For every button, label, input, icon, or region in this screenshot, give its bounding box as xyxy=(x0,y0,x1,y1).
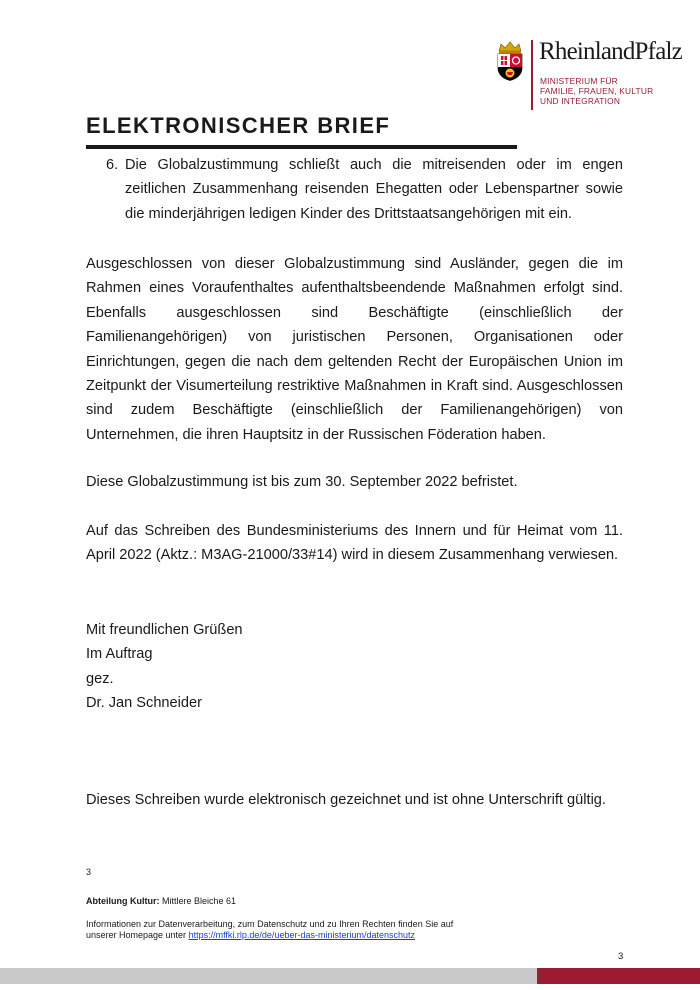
department-label: Abteilung Kultur: xyxy=(86,896,160,906)
list-item-number: 6. xyxy=(106,157,119,173)
document-title: ELEKTRONISCHER BRIEF xyxy=(86,113,391,138)
list-item xyxy=(86,153,623,226)
by-order-line: Im Auftrag xyxy=(86,646,153,663)
department-street: Mittlere Bleiche 61 xyxy=(159,896,237,906)
signatory-name: Dr. Jan Schneider xyxy=(86,695,203,712)
footer-bar-grey xyxy=(0,968,537,984)
validity-paragraph: Diese Globalzustimmung ist bis zum 30. September 2022 befristet. xyxy=(86,474,518,490)
coat-of-arms-icon xyxy=(494,41,526,81)
privacy-link[interactable]: https://mffki.rlp.de/de/ueber-das-ministerium/datenschutz xyxy=(188,930,415,940)
footer-bar-accent xyxy=(537,968,700,984)
ministry-line: UND INTEGRATION xyxy=(540,96,621,107)
signature-block xyxy=(86,618,243,716)
brand-wordmark: RheinlandPfalz xyxy=(539,38,682,65)
department-address xyxy=(86,896,236,907)
reference-paragraph: Auf das Schreiben des Bundesministeriums des Innern und für Heimat vom 11. April 2022 (Aktz.: M3AG-21000/33#14) wird in diesem Zusammenhang verwiesen. xyxy=(86,523,623,564)
page-number: 3 xyxy=(618,951,624,962)
closing-greeting: Mit freundlichen Grüßen xyxy=(86,622,243,638)
title-underline xyxy=(86,145,517,149)
privacy-link-line xyxy=(86,930,506,941)
logo-divider xyxy=(531,40,533,110)
signed-line: gez. xyxy=(86,670,114,687)
privacy-notice xyxy=(86,919,506,941)
privacy-prefix: unserer Homepage unter xyxy=(86,930,189,940)
ministry-line: MINISTERIUM FÜR xyxy=(540,76,618,86)
list-item-text: Die Globalzustimmung schließt auch die mitreisenden oder im engen zeitlichen Zusammenhang reisenden Ehegatten oder Lebenspartner sowie die minderjährigen ledigen Kinder des Drittstaatsangehörigen mit ein. xyxy=(125,157,623,222)
privacy-text: Informationen zur Datenverarbeitung, zum Datenschutz und zu Ihren Rechten finden Sie auf xyxy=(86,919,454,929)
ministry-name xyxy=(540,76,653,107)
ministry-line: FAMILIE, FRAUEN, KULTUR xyxy=(540,86,654,97)
electronic-signature-notice: Dieses Schreiben wurde elektronisch gezeichnet und ist ohne Unterschrift gültig. xyxy=(86,792,606,808)
exclusion-paragraph: Ausgeschlossen von dieser Globalzustimmung sind Ausländer, gegen die im Rahmen eines Voraufenthaltes aufenthaltsbeendende Maßnahmen erfolgt sind. Ebenfalls ausgeschlossen sind Beschäftigte (einschließlich der Familienangehörigen) von juristischen Personen, Organisationen oder Einrichtungen, gegen die nach dem geltenden Recht der Europäischen Union im Zeitpunkt der Visumerteilung restriktive Maßnahmen in Kraft sind. Ausgeschlossen sind zudem Beschäftigte (einschließlich der Familienangehörigen) von Unternehmen, die ihren Hauptsitz in der Russischen Föderation haben. xyxy=(86,256,623,443)
footnote-number: 3 xyxy=(86,867,92,877)
